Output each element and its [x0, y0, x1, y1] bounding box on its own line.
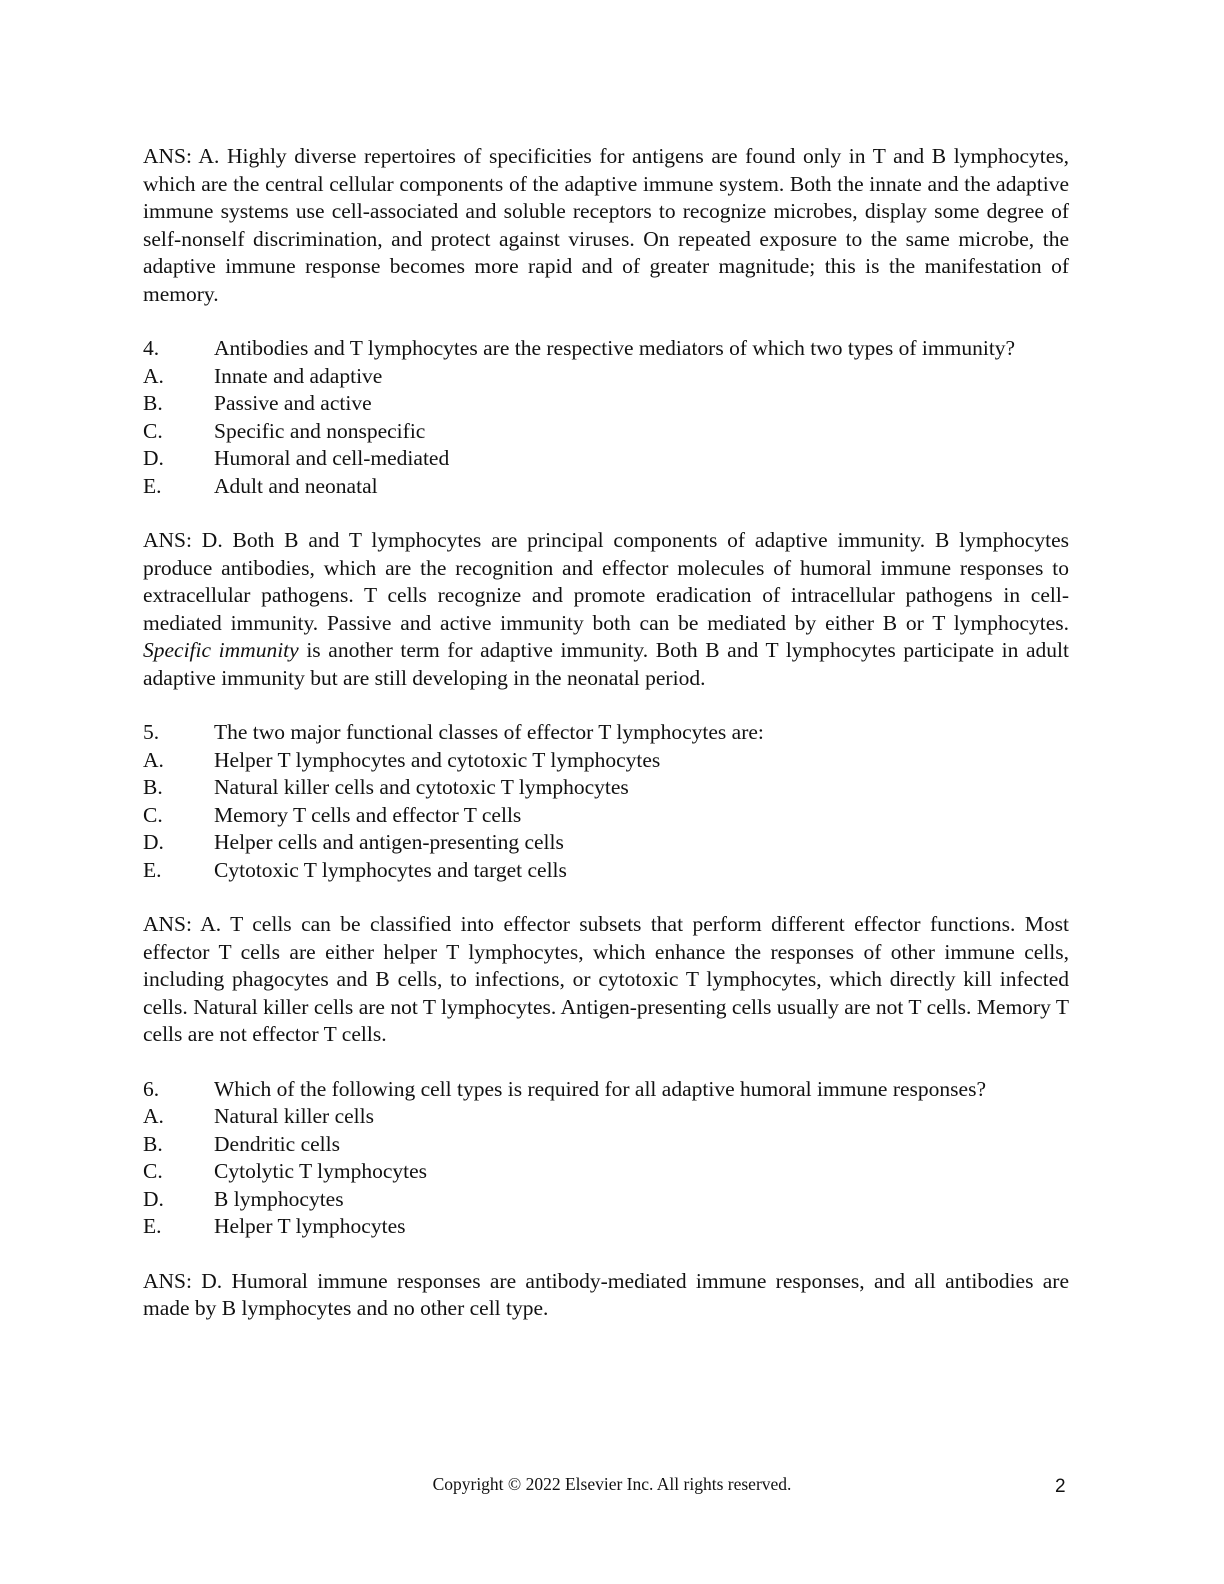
- option-letter: C.: [143, 418, 163, 443]
- option-b: [143, 390, 1069, 418]
- option-a: [143, 1103, 1069, 1131]
- option-letter: C.: [143, 802, 163, 827]
- question-6-number: 6.: [143, 1076, 160, 1101]
- answer-4-text-part2: is another term for adaptive immunity. Both B and T lymphocytes participate in adult adaptive immunity but are still developing in the neonatal period.: [143, 638, 1069, 690]
- option-letter: E.: [143, 1214, 162, 1238]
- option-text: Innate and adaptive: [214, 363, 383, 388]
- option-text: Helper cells and antigen-presenting cells: [214, 830, 564, 854]
- option-letter: E.: [143, 857, 162, 882]
- answer-4-text-part1: ANS: D. Both B and T lymphocytes are principal components of adaptive immunity. B lymphocytes produce antibodies, which are the recognition and effector molecules of humoral immune responses to extracellular pathogens. T cells recognize and promote eradication of intracellular pathogens in cell-mediated immunity. Passive and active immunity both can be mediated by either B or T lymphocytes.: [143, 528, 1069, 635]
- answer-4-italic-term: Specific immunity: [143, 638, 299, 662]
- option-letter: A.: [143, 363, 164, 388]
- option-d: [143, 445, 1069, 473]
- option-text: Humoral and cell-mediated: [214, 446, 450, 470]
- question-6: [143, 1076, 1069, 1104]
- answer-6-explanation: ANS: D. Humoral immune responses are antibody-mediated immune responses, and all antibodies are made by B lymphocytes and no other cell type.: [143, 1268, 1069, 1320]
- option-e: [143, 1213, 1069, 1241]
- option-c: [143, 418, 1069, 446]
- question-5-options: [143, 747, 1069, 885]
- option-letter: B.: [143, 775, 163, 799]
- option-text: Helper T lymphocytes and cytotoxic T lymphocytes: [214, 747, 661, 772]
- option-text: B lymphocytes: [214, 1186, 344, 1211]
- option-text: Helper T lymphocytes: [214, 1214, 406, 1238]
- option-letter: B.: [143, 1131, 163, 1156]
- copyright-footer: Copyright © 2022 Elsevier Inc. All rights reserved.: [432, 1474, 792, 1494]
- question-6-options: [143, 1103, 1069, 1241]
- option-a: [143, 747, 1069, 775]
- option-text: Passive and active: [214, 391, 372, 415]
- option-letter: E.: [143, 473, 162, 498]
- option-text: Specific and nonspecific: [214, 418, 426, 443]
- option-text: Memory T cells and effector T cells: [214, 802, 522, 827]
- option-letter: B.: [143, 391, 163, 415]
- option-e: [143, 473, 1069, 501]
- option-text: Cytolytic T lymphocytes: [214, 1159, 428, 1183]
- option-d: [143, 1186, 1069, 1214]
- option-a: [143, 363, 1069, 391]
- option-text: Cytotoxic T lymphocytes and target cells: [214, 857, 567, 882]
- option-e: [143, 857, 1069, 885]
- question-5-text: The two major functional classes of effector T lymphocytes are:: [214, 720, 764, 744]
- page-number: 2: [1055, 1476, 1066, 1497]
- option-letter: A.: [143, 747, 164, 772]
- option-letter: C.: [143, 1159, 163, 1183]
- option-letter: D.: [143, 446, 164, 470]
- option-c: [143, 802, 1069, 830]
- option-text: Adult and neonatal: [214, 473, 378, 498]
- question-4-text: Antibodies and T lymphocytes are the respective mediators of which two types of immunity?: [214, 336, 1016, 360]
- question-5: [143, 719, 1069, 747]
- option-text: Natural killer cells: [214, 1104, 374, 1128]
- document-body: [143, 143, 1069, 1323]
- option-b: [143, 1131, 1069, 1159]
- question-5-number: 5.: [143, 720, 160, 744]
- option-d: [143, 829, 1069, 857]
- option-text: Dendritic cells: [214, 1131, 340, 1156]
- question-4: [143, 335, 1069, 363]
- option-c: [143, 1158, 1069, 1186]
- question-6-text: Which of the following cell types is required for all adaptive humoral immune responses?: [214, 1076, 986, 1101]
- option-b: [143, 774, 1069, 802]
- question-4-number: 4.: [143, 336, 160, 360]
- option-text: Natural killer cells and cytotoxic T lymphocytes: [214, 775, 629, 799]
- option-letter: D.: [143, 830, 164, 854]
- answer-3-explanation: ANS: A. Highly diverse repertoires of specificities for antigens are found only in T and B lymphocytes, which are the central cellular components of the adaptive immune system. Both the innate and the adaptive immune systems use cell-associated and soluble receptors to recognize microbes, display some degree of self-nonself discrimination, and protect against viruses. On repeated exposure to the same microbe, the adaptive immune response becomes more rapid and of greater magnitude; this is the manifestation of memory.: [143, 144, 1069, 306]
- answer-4-explanation: [143, 527, 1069, 692]
- option-letter: D.: [143, 1186, 164, 1211]
- question-4-options: [143, 363, 1069, 501]
- answer-5-explanation: ANS: A. T cells can be classified into effector subsets that perform different effector functions. Most effector T cells are either helper T lymphocytes, which enhance the responses of other immune cells, including phagocytes and B cells, to infections, or cytotoxic T lymphocytes, which directly kill infected cells. Natural killer cells are not T lymphocytes. Antigen-presenting cells usually are not T cells. Memory T cells are not effector T cells.: [143, 912, 1069, 1046]
- option-letter: A.: [143, 1104, 164, 1128]
